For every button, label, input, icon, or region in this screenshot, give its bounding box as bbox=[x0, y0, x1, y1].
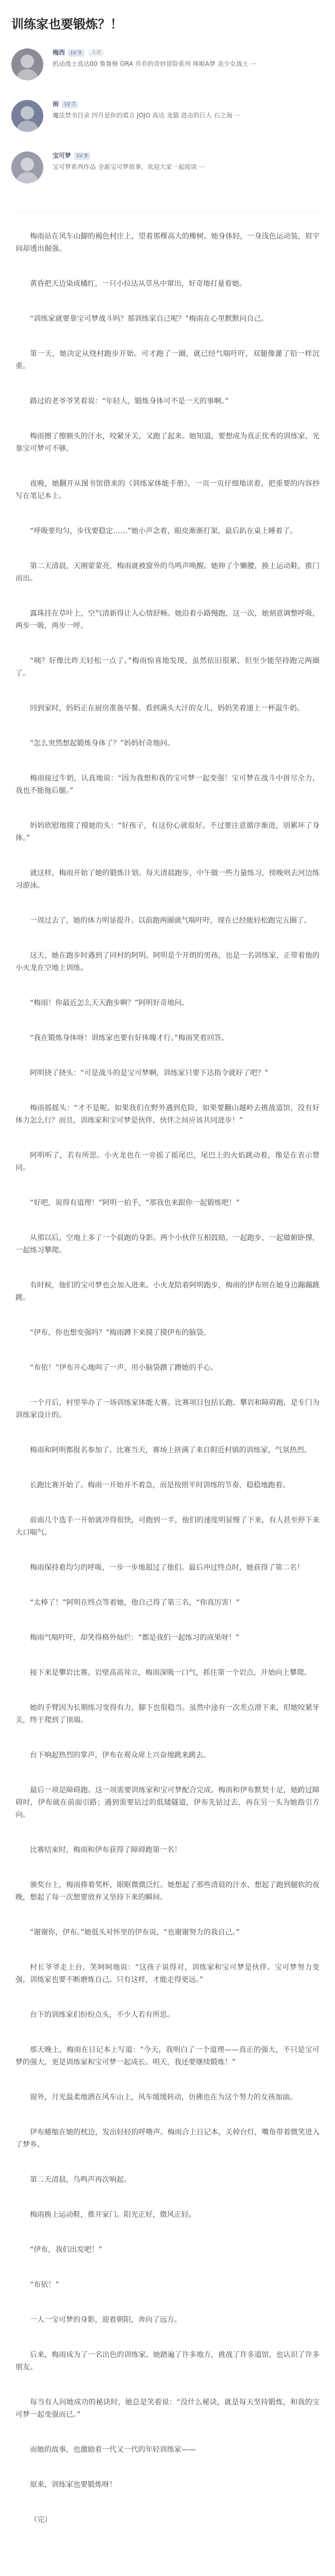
article-title: 训练家也要锻炼？！ bbox=[11, 17, 123, 31]
story-paragraph: 这天，她在跑步时遇到了同村的阿明。阿明是个开朗的男孩，也是一名训练家，正带着他的小火龙在空地上训练。 bbox=[15, 952, 320, 972]
story-paragraph: 阿明挠了挠头：“可是战斗的是宝可梦啊，训练家只要下达指令就好了吧？” bbox=[30, 1069, 269, 1077]
section-divider bbox=[11, 212, 324, 213]
story-paragraph: 回到家时，妈妈正在厨房准备早餐。看到满头大汗的女儿，妈妈笑着递上一杯温牛奶。 bbox=[30, 704, 304, 713]
story-paragraph: 窗外，月光温柔地洒在风车山上，风车缓缓转动，仿佛也在为这个努力的女孩加油。 bbox=[30, 2093, 297, 2102]
story-paragraph: 台下的训练家们纷纷点头，不少人若有所思。 bbox=[30, 2011, 174, 2019]
story-paragraph: 第一天，她决定从绕村跑步开始。可才跑了一圈，就已经气喘吁吁，双腿像灌了铅一样沉重。 bbox=[15, 350, 320, 370]
comment-username[interactable]: 梅西 bbox=[53, 49, 65, 56]
comment-item bbox=[11, 100, 324, 145]
user-avatar[interactable] bbox=[11, 151, 43, 183]
story-paragraph: 接下来是攀岩比赛。岩壁高高耸立，梅雨深吸一口气，抓住第一个岩点，开始向上攀爬。 bbox=[30, 1669, 311, 1677]
story-paragraph: 梅雨气喘吁吁，却笑得格外灿烂：“都是我们一起练习的成果呀！” bbox=[30, 1634, 240, 1642]
user-level-badge: LV 8 bbox=[74, 152, 90, 160]
story-paragraph: “太棒了！”阿明在终点等着她，他自己得了第三名，“你真厉害！” bbox=[30, 1599, 240, 1607]
story-paragraph: 阿明听了，若有所思。小火龙也在一旁摇了摇尾巴，尾巴上的火焰跳动着，像是在表示赞同。 bbox=[15, 1151, 320, 1172]
comment-body bbox=[53, 151, 324, 172]
story-paragraph: 她的手臂因为长期练习变得有力，脚下也很稳当。虽然中途有一次差点滑下来，但她咬紧牙关，终于爬到了顶端。 bbox=[15, 1704, 320, 1724]
story-body bbox=[11, 230, 324, 2526]
story-paragraphs bbox=[15, 230, 320, 2526]
story-paragraph: 伊布蜷缩在她的枕边，发出轻轻的呼噜声。梅雨合上日记本，关掉台灯，嘴角带着微笑进入了梦乡。 bbox=[15, 2128, 320, 2149]
story-paragraph: 每当有人问她成功的秘诀时，她总是笑着说：“没什么秘诀，就是每天坚持锻炼，和我的宝可梦一起变强而已。” bbox=[15, 2398, 320, 2419]
story-paragraph: 第二天清晨，天刚蒙蒙亮，梅雨就被窗外的鸟鸣声唤醒。她伸了个懒腰，换上运动鞋，推门而出。 bbox=[15, 562, 320, 583]
story-paragraph: “好吧，说得有道理！”阿明一拍手，“那我也来跟你一起锻炼吧！” bbox=[30, 1199, 240, 1207]
story-paragraph: “训练家就要靠宝可梦战斗吗？那训练家自己呢？”梅雨在心里默默问自己。 bbox=[30, 315, 269, 323]
story-paragraph: 梅雨保持着均匀的呼吸，一步一步地超过了他们。最后冲过终点时，她获得了第二名！ bbox=[30, 1564, 304, 1572]
story-paragraph: “咦？好像比昨天轻松一点了。”梅雨惊喜地发现，虽然依旧很累，但至少能坚持跑完两圈了。 bbox=[15, 657, 320, 677]
story-paragraph: 梅雨和阿明都报名参加了。比赛当天，赛场上挤满了来自附近村镇的训练家，气氛热烈。 bbox=[30, 1446, 311, 1454]
story-paragraph: 就这样，梅雨开始了她的锻炼计划。每天清晨跑步，中午做一些力量练习，傍晚则去河边练习游泳。 bbox=[15, 869, 320, 890]
story-paragraph: （完） bbox=[30, 2516, 52, 2524]
story-paragraph: 一人一宝可梦的身影，迎着朝阳，奔向了远方。 bbox=[30, 2316, 181, 2324]
comment-username[interactable]: 宝可梦 bbox=[53, 152, 72, 159]
comment-item bbox=[11, 48, 324, 94]
story-paragraph: “梅雨！你最近怎么天天跑步啊？”阿明好奇地问。 bbox=[30, 999, 189, 1007]
story-paragraph: “布依！”伊布开心地叫了一声，用小脑袋蹭了蹭她的手心。 bbox=[30, 1364, 218, 1372]
story-paragraph: 梅雨摇摇头：“才不是呢。如果我们在野外遇到危险，如果要翻山越岭去挑战道馆，没有好体力怎么行？而且，训练家和宝可梦是伙伴，伙伴之间应该共同进步！” bbox=[15, 1104, 320, 1125]
story-paragraph: 有时候，他们的宝可梦也会加入进来。小火龙陪着阿明跑步，梅雨的伊布则在她身边蹦蹦跳跳。 bbox=[15, 1281, 320, 1302]
story-paragraph: 而她的故事，也激励着一代又一代的年轻训练家—— bbox=[30, 2446, 196, 2454]
story-paragraph: 台下响起热烈的掌声，伊布在观众席上兴奋地跳来跳去。 bbox=[30, 1751, 210, 1759]
story-paragraph: 村长爷爷走上台，笑呵呵地说：“这孩子说得对，训练家和宝可梦是伙伴。宝可梦努力变强，训练家也要不断磨炼自己。只有这样，才能走得更远。” bbox=[15, 1963, 320, 1984]
user-level-badge: LV 9 bbox=[68, 49, 84, 57]
story-paragraph: “我在锻炼身体呀！训练家也要有好体魄才行。”梅雨笑着回答。 bbox=[30, 1034, 229, 1042]
story-paragraph: 梅雨换上运动鞋，推开家门。阳光正好，微风正轻。 bbox=[30, 2211, 196, 2219]
user-avatar[interactable] bbox=[11, 100, 43, 132]
story-paragraph: 梅雨擦了擦额头的汗水，咬紧牙关，又跑了起来。她知道，要想成为真正优秀的训练家，光靠宝可梦可不够。 bbox=[15, 432, 320, 453]
comment-text: 魔法禁书目录 四月是你的谎言 JOJO 高达 龙猫 进击的巨人 石之海 ··· bbox=[53, 112, 241, 119]
comment-text: 宝可梦系列作品 全新宝可梦故事，欢迎大家一起阅读 ··· bbox=[53, 163, 205, 171]
comment-item bbox=[11, 151, 324, 197]
story-paragraph: “伊布，你也想变强吗？”梅雨蹲下来摸了摸伊布的脑袋。 bbox=[30, 1329, 211, 1337]
story-paragraph: 黄昏把天边染成橘红，一只小拉达从草丛中窜出，好奇地打量着她。 bbox=[30, 280, 246, 288]
user-level-badge: LV 7 bbox=[62, 101, 78, 108]
comment-list bbox=[11, 48, 324, 197]
story-paragraph: “呼吸要均匀，步伐要稳定……”她小声念着，眼皮渐渐打架，最后趴在桌上睡着了。 bbox=[30, 527, 297, 535]
story-paragraph: 一周过去了，她的体力明显提升。以前跑两圈就气喘吁吁，现在已经能轻松跑完五圈了。 bbox=[30, 917, 311, 925]
story-paragraph: 梅雨接过牛奶，认真地说：“因为我想和我的宝可梦一起变强！宝可梦在战斗中拼尽全力，我也不能拖后腿。” bbox=[15, 774, 320, 795]
story-paragraph: 长跑比赛开始了。梅雨一开始并不着急，而是按照平时训练的节奏，稳稳地跑着。 bbox=[30, 1481, 290, 1489]
comment-header bbox=[53, 48, 324, 57]
story-paragraph: 原来，训练家也要锻炼呀！ bbox=[30, 2481, 116, 2489]
story-paragraph: 第二天清晨，鸟鸣声再次响起。 bbox=[30, 2176, 131, 2184]
comment-header bbox=[53, 100, 324, 109]
story-paragraph: 路过的老爷爷笑着说：“年轻人，锻炼身体可不是一天的事啊。” bbox=[30, 397, 229, 405]
story-paragraph: “伊布，我们出发吧！” bbox=[30, 2246, 103, 2254]
story-paragraph: 妈妈欣慰地摸了摸她的头：“好孩子，有这份心就很好。不过要注意循序渐进，别累坏了身体。” bbox=[15, 822, 320, 842]
comment-text: 机动战士高达00 鲁鲁修 ORA 乔乔的奇妙冒险系列 哆啦A梦 美少女战士 ··· bbox=[53, 60, 257, 67]
story-paragraph: “布依！” bbox=[30, 2281, 59, 2289]
story-paragraph: 颁奖台上，梅雨捧着奖杯，眼眶微微泛红。她想起了那些清晨的汗水，想起了跑到腿软的夜晚，想起了每一次想要放弃又坚持下来的瞬间。 bbox=[15, 1881, 320, 1902]
comment-body bbox=[53, 100, 324, 120]
user-avatar[interactable] bbox=[11, 48, 43, 80]
story-paragraph: “谢谢你，伊布。”她低头对怀里的伊布说，“也谢谢努力的我自己。” bbox=[30, 1928, 240, 1937]
story-paragraph: 梅雨站在风车山脚的褐色村庄上，望着那棵高大的橡树。她身体轻，一身浅色运动装，眉宇间却透出倔强。 bbox=[15, 232, 320, 253]
story-paragraph: 后来，梅雨成为了一名出色的训练家。她踏遍了许多地方，挑战了许多道馆，也认识了许多朋友。 bbox=[15, 2351, 320, 2371]
story-paragraph: 前面几个选手一开始就冲得很快，可跑到一半，他们的速度明显慢了下来，有人甚至停下来大口喘气。 bbox=[15, 1516, 320, 1537]
story-paragraph: 从那以后，空地上多了一个晨跑的身影。两个小伙伴互相鼓励，一起跑步，一起做俯卧撑，一起练习攀爬。 bbox=[15, 1234, 320, 1255]
story-paragraph: 那天晚上，梅雨在日记本上写道：“今天，我明白了一个道理——真正的强大，不只是宝可梦的强大，更是训练家和宝可梦一起成长。明天，我还要继续锻炼！” bbox=[15, 2046, 320, 2066]
comment-header bbox=[53, 151, 324, 160]
story-paragraph: 夜晚，她翻开从图书馆借来的《训练家体能手册》，一页一页仔细地读着，把重要的内容抄写在笔记本上。 bbox=[15, 480, 320, 500]
story-paragraph: “怎么突然想起锻炼身体了？”妈妈好奇地问。 bbox=[30, 739, 175, 748]
story-paragraph: 最后一项是障碍跑。这一项需要训练家和宝可梦配合完成。梅雨和伊布默契十足，她跨过障碍时，伊布就在前面引路；遇到需要钻过的低矮隧道，伊布先钻过去，再在另一头为她指引方向。 bbox=[15, 1786, 320, 1819]
story-paragraph: 一个月后，村里举办了一场训练家体能大赛。比赛项目包括长跑、攀岩和障碍跑，是专门为训练家设计的。 bbox=[15, 1399, 320, 1419]
user-title-badge: 大佬 bbox=[88, 49, 105, 57]
comment-body bbox=[53, 48, 324, 69]
comment-username[interactable]: 雨 bbox=[53, 100, 59, 108]
story-paragraph: 露珠挂在草叶上，空气清新得让人心情舒畅。她沿着小路慢跑，这一次，她刻意调整呼吸，两步一吸，两步一呼。 bbox=[15, 609, 320, 630]
story-paragraph: 比赛结束时，梅雨和伊布获得了障碍跑第一名！ bbox=[30, 1846, 181, 1854]
